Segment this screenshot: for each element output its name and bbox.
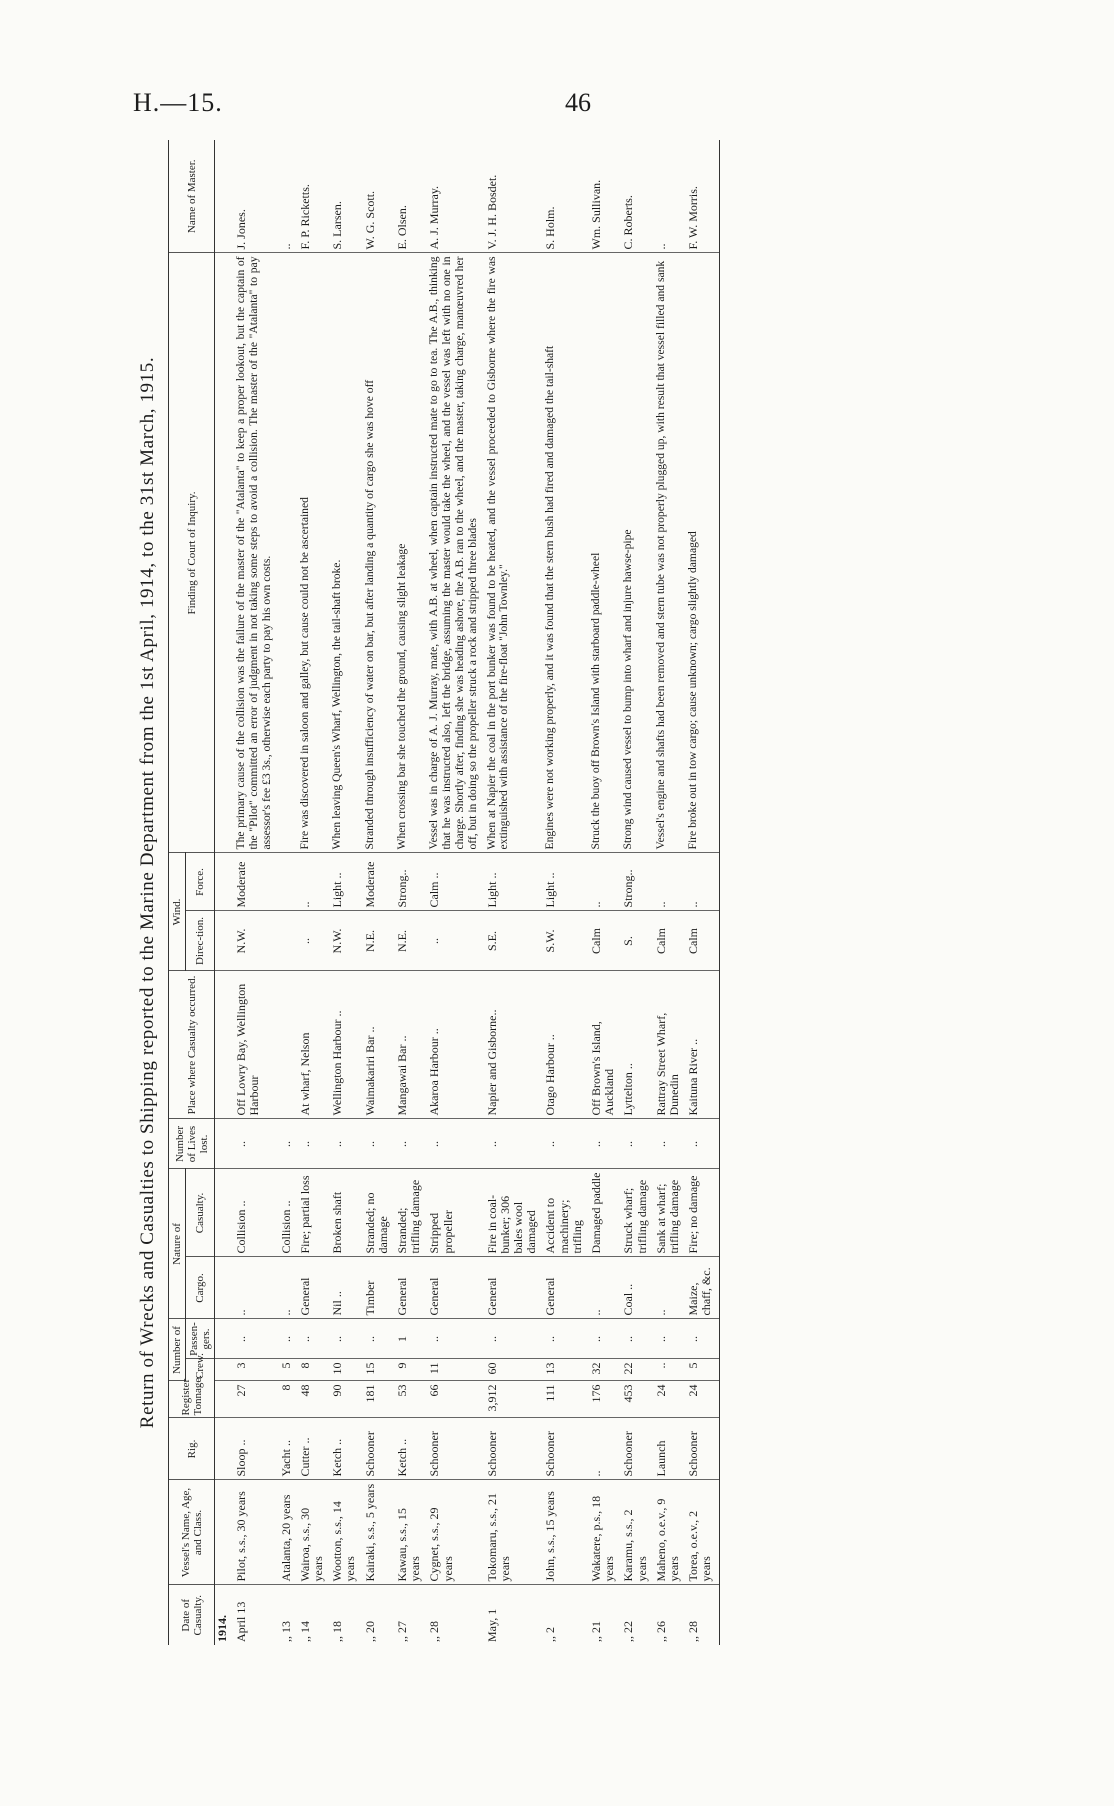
crew-cell: 13 [543, 1359, 589, 1381]
wind-direction-cell: S.E. [485, 911, 544, 971]
header-nature-of: Nature of [169, 1169, 186, 1319]
place-cell: Lyttelton .. [621, 971, 653, 1119]
wind-direction-cell: N.E. [395, 911, 427, 971]
tonnage-cell: 24 [654, 1381, 686, 1418]
lives-lost-cell: .. [621, 1119, 653, 1169]
wind-force-cell: .. [298, 853, 330, 911]
year-row [215, 140, 235, 1645]
wind-force-cell: Strong.. [621, 853, 653, 911]
crew-cell: .. [654, 1359, 686, 1381]
rig-cell: Schooner [363, 1418, 395, 1480]
master-cell: S. Larsen. [330, 140, 362, 253]
casualty-cell: Struck wharf; trifling damage [621, 1169, 653, 1257]
wind-direction-cell: N.W. [234, 911, 278, 971]
table-row [654, 140, 686, 1645]
master-cell: .. [654, 140, 686, 253]
passengers-cell: 1 [395, 1319, 427, 1359]
cargo-cell: General [543, 1257, 589, 1319]
vessel-cell: Wairoa, s.s., 30 years [298, 1480, 330, 1585]
rig-cell: Ketch .. [395, 1418, 427, 1480]
header-master: Name of Master. [169, 140, 215, 253]
date-cell: ,, 27 [395, 1621, 410, 1642]
finding-cell: Fire was discovered in saloon and galley, but cause could not be ascertained [298, 253, 330, 853]
header-lives-lost: Number of Lives lost. [169, 1119, 215, 1169]
vessel-cell: Pilot, s.s., 30 years [234, 1480, 278, 1585]
table-body [215, 140, 720, 1645]
header-passengers: Passen-gers. [186, 1319, 215, 1359]
table-row [298, 140, 330, 1645]
tonnage-cell: 3,912 [485, 1381, 544, 1418]
rig-cell: Launch [654, 1418, 686, 1480]
crew-cell: 3 [234, 1359, 278, 1381]
passengers-cell: .. [654, 1319, 686, 1359]
crew-cell: 11 [427, 1359, 484, 1381]
lives-lost-cell: .. [363, 1119, 395, 1169]
lives-lost-cell: .. [395, 1119, 427, 1169]
table-row [621, 140, 653, 1645]
tonnage-cell: 48 [298, 1381, 330, 1418]
finding-cell: Vessel was in charge of A. J. Murray, mate, with A.B. at wheel, when captain instructed mate to go to tea. The A.B., thinking that he was instructed also, left the bridge, assuming the master would take the wheel, and the vessel was left with no one in charge. Shortly after, finding she was heading ashore, the A.B. ran to the wheel, and the master, taking charge, manœuvred her off, but in doing so the propeller struck a rock and stripped three blades [427, 253, 484, 853]
header-force: Force. [186, 853, 215, 911]
rig-cell: Schooner [543, 1418, 589, 1480]
date-cell: ,, 21 [589, 1621, 604, 1642]
place-cell: At wharf, Nelson [298, 971, 330, 1119]
casualty-cell: Fire; no damage [686, 1169, 719, 1257]
finding-cell: When leaving Queen's Wharf, Wellington, the tail-shaft broke. [330, 253, 362, 853]
cargo-cell: .. [654, 1257, 686, 1319]
place-cell: Off Lowry Bay, Wellington Harbour [234, 971, 278, 1119]
lives-lost-cell: .. [686, 1119, 719, 1169]
passengers-cell: .. [330, 1319, 362, 1359]
casualty-cell: Collision .. [279, 1169, 298, 1257]
vessel-cell: Kawau, s.s., 15 years [395, 1480, 427, 1585]
lives-lost-cell: .. [298, 1119, 330, 1169]
header-vessel: Vessel's Name, Age, and Class. [169, 1480, 215, 1585]
wind-force-cell: .. [589, 853, 621, 911]
crew-cell: 8 [298, 1359, 330, 1381]
rig-cell: Schooner [485, 1418, 544, 1480]
passengers-cell: .. [543, 1319, 589, 1359]
wind-direction-cell: S. [621, 911, 653, 971]
finding-cell: When at Napier the coal in the port bunker was found to be heated, and the vessel proceeded to Gisborne where the fire was extinguished with assistance of the fire-float "John Townley." [485, 253, 544, 853]
header-tonnage: Register Tonnage. [169, 1381, 215, 1418]
table-row [485, 140, 544, 1645]
header-direction: Direc-tion. [186, 911, 215, 971]
wind-direction-cell: Calm [654, 911, 686, 971]
tonnage-cell: 181 [363, 1381, 395, 1418]
place-cell: Napier and Gisborne.. [485, 971, 544, 1119]
vessel-cell: Torea, o.e.v., 2 years [686, 1480, 719, 1585]
table-row [234, 140, 278, 1645]
place-cell [279, 971, 298, 1119]
date-cell: ,, 14 [297, 1621, 312, 1642]
finding-cell [279, 253, 298, 853]
wind-force-cell: Light .. [543, 853, 589, 911]
wind-direction-cell: .. [298, 911, 330, 971]
master-cell: E. Olsen. [395, 140, 427, 253]
vessel-cell: Wootton, s.s., 14 years [330, 1480, 362, 1585]
wind-direction-cell: S.W. [543, 911, 589, 971]
tonnage-cell: 66 [427, 1381, 484, 1418]
passengers-cell: .. [279, 1319, 298, 1359]
date-cell: ,, 2 [543, 1627, 558, 1642]
passengers-cell: .. [234, 1319, 278, 1359]
lives-lost-cell: .. [279, 1119, 298, 1169]
cargo-cell: General [427, 1257, 484, 1319]
wind-direction-cell [279, 911, 298, 971]
rotated-return-sheet [128, 140, 1023, 1645]
date-cell: ,, 13 [278, 1621, 293, 1642]
finding-cell: Vessel's engine and shafts had been removed and stern tube was not properly plugged up, with result that vessel filled and sank [654, 253, 686, 853]
rig-cell: .. [589, 1418, 621, 1480]
master-cell: V. J. H. Bosdet. [485, 140, 544, 253]
cargo-cell: .. [279, 1257, 298, 1319]
vessel-cell: John, s.s., 15 years [543, 1480, 589, 1585]
date-cell: May, 1 [484, 1608, 499, 1642]
tonnage-cell: 8 [279, 1381, 298, 1418]
finding-cell: The primary cause of the collision was the failure of the master of the "Atalanta" to keep a proper lookout, but the captain of the "Pilot" committed an error of judgment in not taking some steps to avoid a collision. The master of the "Atalanta" to pay assessor's fee £3 3s., otherwise each party to pay his own costs. [234, 253, 278, 853]
place-cell: Akaroa Harbour .. [427, 971, 484, 1119]
tonnage-cell: 24 [686, 1381, 719, 1418]
vessel-cell: Atalanta, 20 years [279, 1480, 298, 1585]
wind-force-cell: Light .. [485, 853, 544, 911]
tonnage-cell: 53 [395, 1381, 427, 1418]
tonnage-cell: 27 [234, 1381, 278, 1418]
header-wind: Wind. [169, 853, 186, 971]
casualty-cell: Fire in coal-bunker; 306 bales wool damaged [485, 1169, 544, 1257]
wind-direction-cell: Calm [589, 911, 621, 971]
rig-cell: Schooner [686, 1418, 719, 1480]
table-row [686, 140, 719, 1645]
crew-cell: 10 [330, 1359, 362, 1381]
header-casualty: Casualty. [186, 1169, 215, 1257]
date-cell: ,, 20 [362, 1621, 377, 1642]
wind-direction-cell: N.W. [330, 911, 362, 971]
wind-force-cell: .. [686, 853, 719, 911]
master-cell: Wm. Sullivan. [589, 140, 621, 253]
cargo-cell: General [395, 1257, 427, 1319]
rig-cell: Yacht .. [279, 1418, 298, 1480]
rig-cell: Sloop .. [234, 1418, 278, 1480]
finding-cell: Fire broke out in tow cargo; cause unknown; cargo slightly damaged [686, 253, 719, 853]
master-cell: W. G. Scott. [363, 140, 395, 253]
master-cell: .. [279, 140, 298, 253]
finding-cell: Struck the buoy off Brown's Island with starboard paddle-wheel [589, 253, 621, 853]
table-row [279, 140, 298, 1645]
master-cell: F. P. Ricketts. [298, 140, 330, 253]
master-cell: J. Jones. [234, 140, 278, 253]
date-cell: ,, 28 [686, 1585, 719, 1645]
cargo-cell: .. [589, 1257, 621, 1319]
header-number-of: Number of [169, 1319, 186, 1381]
wind-direction-cell: N.E. [363, 911, 395, 971]
table-row [363, 140, 395, 1645]
place-cell: Wellington Harbour .. [330, 971, 362, 1119]
passengers-cell: .. [427, 1319, 484, 1359]
rig-cell: Cutter .. [298, 1418, 330, 1480]
passengers-cell: .. [485, 1319, 544, 1359]
casualty-cell: Collision .. [234, 1169, 278, 1257]
lives-lost-cell: .. [234, 1119, 278, 1169]
tonnage-cell: 176 [589, 1381, 621, 1418]
header-date: Date of Casualty. [169, 1585, 215, 1645]
wind-force-cell: Light .. [330, 853, 362, 911]
cargo-cell: .. [234, 1257, 278, 1319]
casualty-cell: Stranded; no damage [363, 1169, 395, 1257]
master-cell: A. J. Murray. [427, 140, 484, 253]
wind-force-cell: .. [654, 853, 686, 911]
lives-lost-cell: .. [654, 1119, 686, 1169]
header-rig: Rig. [169, 1418, 215, 1480]
casualty-cell: Damaged paddle [589, 1169, 621, 1257]
cargo-cell: General [298, 1257, 330, 1319]
tonnage-cell: 453 [621, 1381, 653, 1418]
finding-cell: Engines were not working properly, and it was found that the stern bush had fired and damaged the tail-shaft [543, 253, 589, 853]
date-cell: ,, 28 [427, 1621, 442, 1642]
casualty-cell: Accident to machinery; trifling [543, 1169, 589, 1257]
table-row [427, 140, 484, 1645]
crew-cell: 60 [485, 1359, 544, 1381]
table-row [543, 140, 589, 1645]
cargo-cell: Coal .. [621, 1257, 653, 1319]
casualty-cell: Stranded; trifling damage [395, 1169, 427, 1257]
place-cell: Mangawai Bar .. [395, 971, 427, 1119]
table-row [395, 140, 427, 1645]
casualty-cell: Stripped propeller [427, 1169, 484, 1257]
table-row [330, 140, 362, 1645]
header-crew: Crew. [186, 1359, 215, 1381]
place-cell: Otago Harbour .. [543, 971, 589, 1119]
vessel-cell: Maheno, o.e.v., 9 years [654, 1480, 686, 1585]
header-cargo: Cargo. [186, 1257, 215, 1319]
casualty-cell: Fire; partial loss [298, 1169, 330, 1257]
crew-cell: 32 [589, 1359, 621, 1381]
master-cell: C. Roberts. [621, 140, 653, 253]
lives-lost-cell: .. [589, 1119, 621, 1169]
wind-force-cell: Moderate [234, 853, 278, 911]
wrecks-casualties-table [168, 140, 720, 1645]
document-code: H.—15. [133, 88, 223, 117]
tonnage-cell: 90 [330, 1381, 362, 1418]
vessel-cell: Kairaki, s.s., 5 years [363, 1480, 395, 1585]
rig-cell: Schooner [621, 1418, 653, 1480]
lives-lost-cell: .. [330, 1119, 362, 1169]
crew-cell: 5 [279, 1359, 298, 1381]
table-header [169, 140, 215, 1645]
vessel-cell: Tokomaru, s.s., 21 years [485, 1480, 544, 1585]
lives-lost-cell: .. [485, 1119, 544, 1169]
vessel-cell: Wakatere, p.s., 18 years [589, 1480, 621, 1585]
cargo-cell: Nil .. [330, 1257, 362, 1319]
finding-cell: When crossing bar she touched the ground, causing slight leakage [395, 253, 427, 853]
master-cell: F. W. Morris. [686, 140, 719, 253]
crew-cell: 5 [686, 1359, 719, 1381]
date-cell: ,, 26 [653, 1621, 668, 1642]
place-cell: Kaituna River .. [686, 971, 719, 1119]
vessel-cell: Cygnet, s.s., 29 years [427, 1480, 484, 1585]
tonnage-cell: 111 [543, 1381, 589, 1418]
header-finding: Finding of Court of Inquiry. [169, 253, 215, 853]
cargo-cell: Timber [363, 1257, 395, 1319]
page-number: 46 [565, 88, 591, 117]
passengers-cell: .. [363, 1319, 395, 1359]
table-row [589, 140, 621, 1645]
wind-force-cell: Calm .. [427, 853, 484, 911]
wind-direction-cell: .. [427, 911, 484, 971]
cargo-cell: Maize, chaff, &c. [686, 1257, 719, 1319]
passengers-cell: .. [589, 1319, 621, 1359]
vessel-cell: Karamu, s.s., 2 years [621, 1480, 653, 1585]
place-cell: Waimakariri Bar .. [363, 971, 395, 1119]
finding-cell: Stranded through insufficiency of water on bar, but after landing a quantity of cargo she was hove off [363, 253, 395, 853]
place-cell: Rattray Street Wharf, Dunedin [654, 971, 686, 1119]
header-place: Place where Casualty occurred. [169, 971, 215, 1119]
table-title: Return of Wrecks and Casualties to Shipping reported to the Marine Department from the 1st April, 1914, to the 31st March, 1915. [137, 356, 158, 1429]
crew-cell: 9 [395, 1359, 427, 1381]
master-cell: S. Holm. [543, 140, 589, 253]
passengers-cell: .. [298, 1319, 330, 1359]
cargo-cell: General [485, 1257, 544, 1319]
year-label: 1914. [215, 1615, 229, 1642]
crew-cell: 22 [621, 1359, 653, 1381]
crew-cell: 15 [363, 1359, 395, 1381]
lives-lost-cell: .. [543, 1119, 589, 1169]
lives-lost-cell: .. [427, 1119, 484, 1169]
casualty-cell: Broken shaft [330, 1169, 362, 1257]
passengers-cell: .. [686, 1319, 719, 1359]
rig-cell: Ketch .. [330, 1418, 362, 1480]
date-cell: ,, 18 [330, 1621, 345, 1642]
date-cell: April 13 [234, 1601, 249, 1642]
finding-cell: Strong wind caused vessel to bump into wharf and injure hawse-pipe [621, 253, 653, 853]
rig-cell: Schooner [427, 1418, 484, 1480]
wind-force-cell: Strong.. [395, 853, 427, 911]
wind-force-cell [279, 853, 298, 911]
date-cell: ,, 22 [621, 1621, 636, 1642]
wind-direction-cell: Calm [686, 911, 719, 971]
place-cell: Off Brown's Island, Auckland [589, 971, 621, 1119]
wind-force-cell: Moderate [363, 853, 395, 911]
passengers-cell: .. [621, 1319, 653, 1359]
casualty-cell: Sank at wharf; trifling damage [654, 1169, 686, 1257]
